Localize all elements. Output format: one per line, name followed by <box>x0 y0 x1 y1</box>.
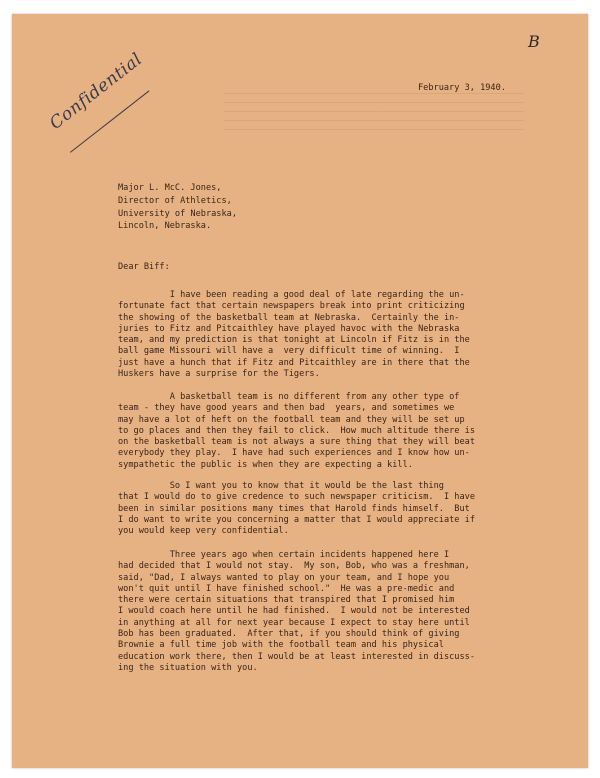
letter-date: February 3, 1940. <box>418 83 506 93</box>
confidential-handwritten-note: Confidential <box>46 49 147 134</box>
body-paragraph-4: Three years ago when certain incidents happened here I had decided that I would not stay. My son, Bob, who was a freshman, said, "Dad, I always wanted to play on your team, and I hope you won't quit until I have finished school." He was a pre-medic and there were certain situations that transpired that I promised him I would coach here until he had finished. I would not be interested in anything at all for next year because I expect to stay here until Bob has been graduated. After that, if you should think of giving Brownie a full time job with the football team and his physical education work there, then I would be at least interested in discuss- ing the situation with you. <box>118 550 475 673</box>
letter-page <box>12 14 588 768</box>
inside-address: Major L. McC. Jones, Director of Athletics, University of Nebraska, Lincoln, Nebraska. <box>118 183 237 232</box>
body-paragraph-2: A basketball team is no different from any other type of team - they have good years and then bad years, and sometimes we may have a lot of heft on the football team and they will be set up to go places and then they fail to click. How much altitude there is on the basketball team is not always a sure thing that they will beat everybody they play. I have had such experiences and I know how un- sympathetic the public is when they are expecting a kill. <box>118 392 475 470</box>
show-through-text <box>224 90 524 130</box>
salutation: Dear Biff: <box>118 262 170 272</box>
body-paragraph-1: I have been reading a good deal of late regarding the un- fortunate fact that certain newspapers break into print criticizing the showing of the basketball team at Nebraska. Certainly the in- juries to Fitz and Pitcaithley have played havoc with the Nebraska team, and my prediction is that tonight at Lincoln if Fitz is in the ball game Missouri will have a very difficult time of winning. I just have a hunch that if Fitz and Pitcaithley are in there that the Huskers have a surprise for the Tigers. <box>118 290 470 380</box>
corner-handwritten-mark: B <box>528 32 540 51</box>
body-paragraph-3: So I want you to know that it would be the last thing that I would do to give credence to such newspaper criticism. I have been in similar positions many times that Harold finds himself. But I do want to write you concerning a matter that I would appreciate if you would keep very confidential. <box>118 481 475 537</box>
